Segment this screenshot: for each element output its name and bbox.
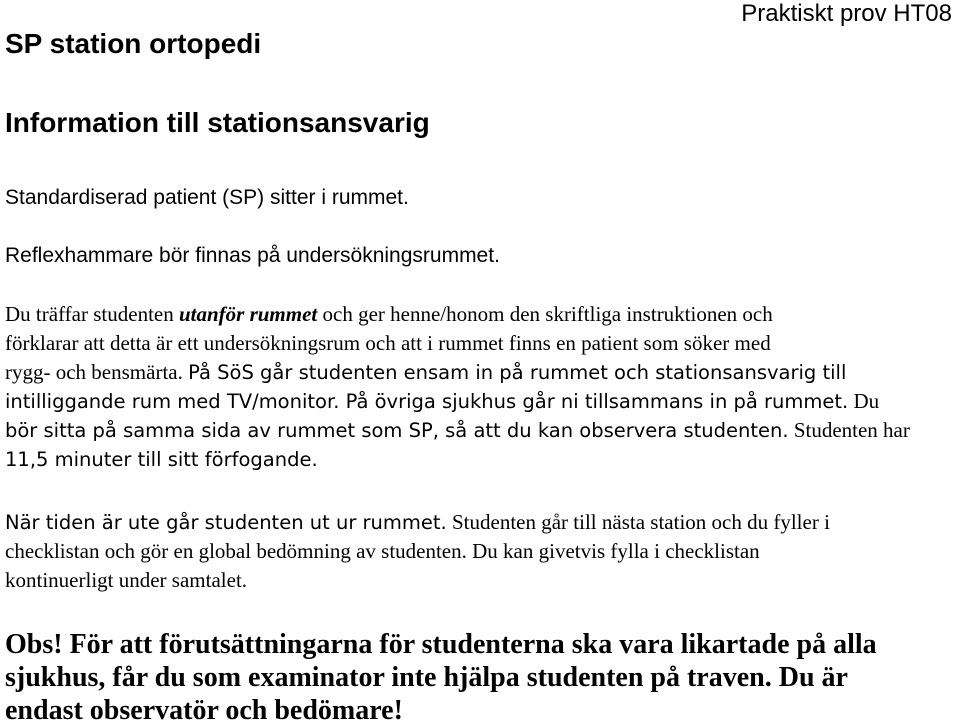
paragraph-line: Standardiserad patient (SP) sitter i rummet. [5,186,409,209]
text-run: På SöS går studenten ensam in på rummet och stationsansvarig till [188,361,847,384]
paragraph-line [5,387,945,416]
text-run: Du träffar studenten [5,302,179,326]
text-run: Du kan givetvis fylla i checklistan [466,539,760,563]
text-run: intilliggande rum med TV/monitor. [5,390,346,413]
page-subtitle: Information till stationsansvarig [5,107,430,138]
obs-line: Obs! För att förutsättningarna för studenterna ska vara likartade på alla [5,629,877,660]
text-run: Studenten har [788,418,910,442]
paragraph-line: 11,5 minuter till sitt förfogande. [5,448,318,471]
paragraph-line: kontinuerligt under samtalet. [5,568,248,592]
text-run: bör sitta på samma sida av rummet som SP, så att du kan observera studenten. [5,419,789,442]
paragraph-line [5,416,945,445]
text-run: och ger henne/honom den skriftliga instruktionen och [317,302,773,326]
exam-label: Praktiskt prov HT08 [741,0,952,27]
text-run: Du [848,389,880,413]
paragraph-line [5,300,945,329]
paragraph-patient [5,183,945,212]
emphasis-text: utanför rummet [178,302,318,326]
paragraph-line [5,508,945,537]
text-run: På övriga sjukhus går ni tillsammans in på rummet. [345,390,849,413]
text-run: checklistan och gör en global bedömning av studenten. [5,539,467,563]
text-run: När tiden är ute går studenten ut ur rummet. [5,511,447,534]
paragraph-after-time [5,508,945,595]
paragraph-line [5,537,945,566]
obs-line: endast observatör och bedömare! [5,695,403,726]
paragraph-instructions [5,300,945,474]
obs-notice [5,628,950,727]
paragraph-line: förklarar att detta är ett undersökningsrum och att i rummet finns en patient som söker med [5,331,771,355]
page-title: SP station ortopedi [5,28,262,59]
text-run: Studenten går till nästa station och du fyller i [446,510,830,534]
paragraph-reflex-hammer [5,241,945,270]
obs-line: sjukhus, får du som examinator inte hjälpa studenten på traven. Du är [5,662,848,693]
text-run: rygg- och bensmärta. [5,360,189,384]
paragraph-line [5,358,945,387]
paragraph-line: Reflexhammare bör finnas på undersökningsrummet. [5,244,500,267]
